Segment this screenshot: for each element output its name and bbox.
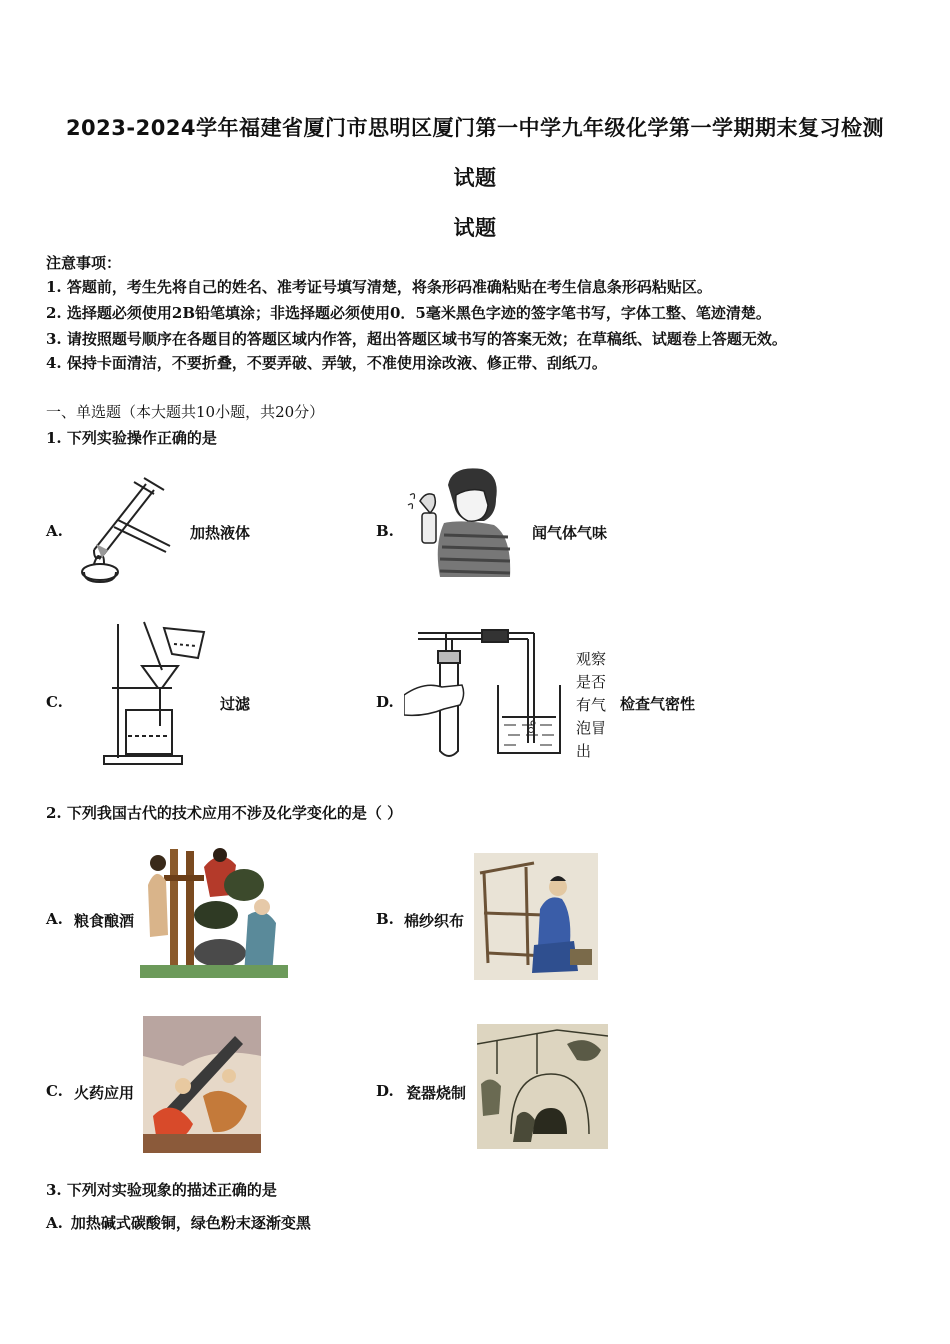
notes-heading: 注意事项：: [46, 254, 122, 272]
section-heading: 一、单选题（本大题共10小题，共20分）: [46, 403, 325, 421]
q2-illustration-weaving: [474, 853, 598, 980]
q3-option-a: [46, 1212, 311, 1233]
q1-figure-heating-liquid: [74, 472, 184, 587]
q1-figure-filtration: [100, 618, 210, 770]
q1-option-c-text: 过滤: [220, 695, 251, 713]
page-title-line2: 试题: [453, 166, 497, 190]
q2-option-d-text: 瓷器烧制: [406, 1084, 467, 1102]
q1-option-d-letter: D.: [376, 693, 394, 711]
question-2-stem: 2. 下列我国古代的技术应用不涉及化学变化的是（ ）: [46, 804, 403, 822]
notes-item: 3. 请按照题号顺序在各题目的答题区域内作答，超出答题区域书写的答案无效；在草稿纸、试题卷上答题无效。: [46, 330, 787, 348]
q2-option-c-text: 火药应用: [74, 1084, 135, 1102]
q2-option-b-text: 棉纱织布: [404, 912, 465, 930]
notes-item: 2. 选择题必须使用2B铅笔填涂；非选择题必须使用0．5毫米黑色字迹的签字笔书写，字体工整、笔迹清楚。: [46, 304, 771, 322]
q2-option-d-letter: D.: [376, 1082, 394, 1100]
q2-option-c-letter: C.: [46, 1082, 63, 1100]
question-1-stem: 1. 下列实验操作正确的是: [46, 429, 217, 447]
notes-item: 4. 保持卡面清洁，不要折叠，不要弄破、弄皱，不准使用涂改液、修正带、刮纸刀。: [46, 354, 607, 372]
q2-illustration-brewing: [140, 845, 288, 978]
q1-option-a-letter: A.: [46, 522, 63, 540]
q2-option-a-text: 粮食酿酒: [74, 912, 135, 930]
q2-option-b-letter: B.: [376, 910, 394, 928]
notes-item: 1. 答题前，考生先将自己的姓名、准考证号填写清楚，将条形码准确粘贴在考生信息条形码粘贴区。: [46, 278, 712, 296]
q3-option-a-text: 加热碱式碳酸铜，绿色粉末逐渐变黑: [70, 1214, 311, 1232]
q1-option-b-text: 闻气体气味: [532, 524, 608, 542]
q1-option-d-text: 检查气密性: [620, 695, 696, 713]
q1-option-b-letter: B.: [376, 522, 394, 540]
q2-illustration-gunpowder: [143, 1016, 261, 1153]
q1-figure-smelling-gas: [404, 465, 516, 580]
q3-option-a-letter: A.: [46, 1214, 63, 1232]
q2-option-a-letter: A.: [46, 910, 63, 928]
q1-option-a-text: 加热液体: [190, 524, 251, 542]
page-title: 2023-2024学年福建省厦门市思明区厦门第一中学九年级化学第一学期期末复习检测: [65, 116, 885, 140]
q1-figure-airtightness-check: [404, 625, 576, 765]
q2-illustration-porcelain-kiln: [477, 1024, 608, 1149]
page-subtitle: 试题: [453, 216, 497, 240]
q1-option-c-letter: C.: [46, 693, 63, 711]
q1-figure-d-annotation: 观察 是否 有气 泡冒 出: [576, 650, 607, 760]
question-3-stem: 3. 下列对实验现象的描述正确的是: [46, 1181, 277, 1199]
